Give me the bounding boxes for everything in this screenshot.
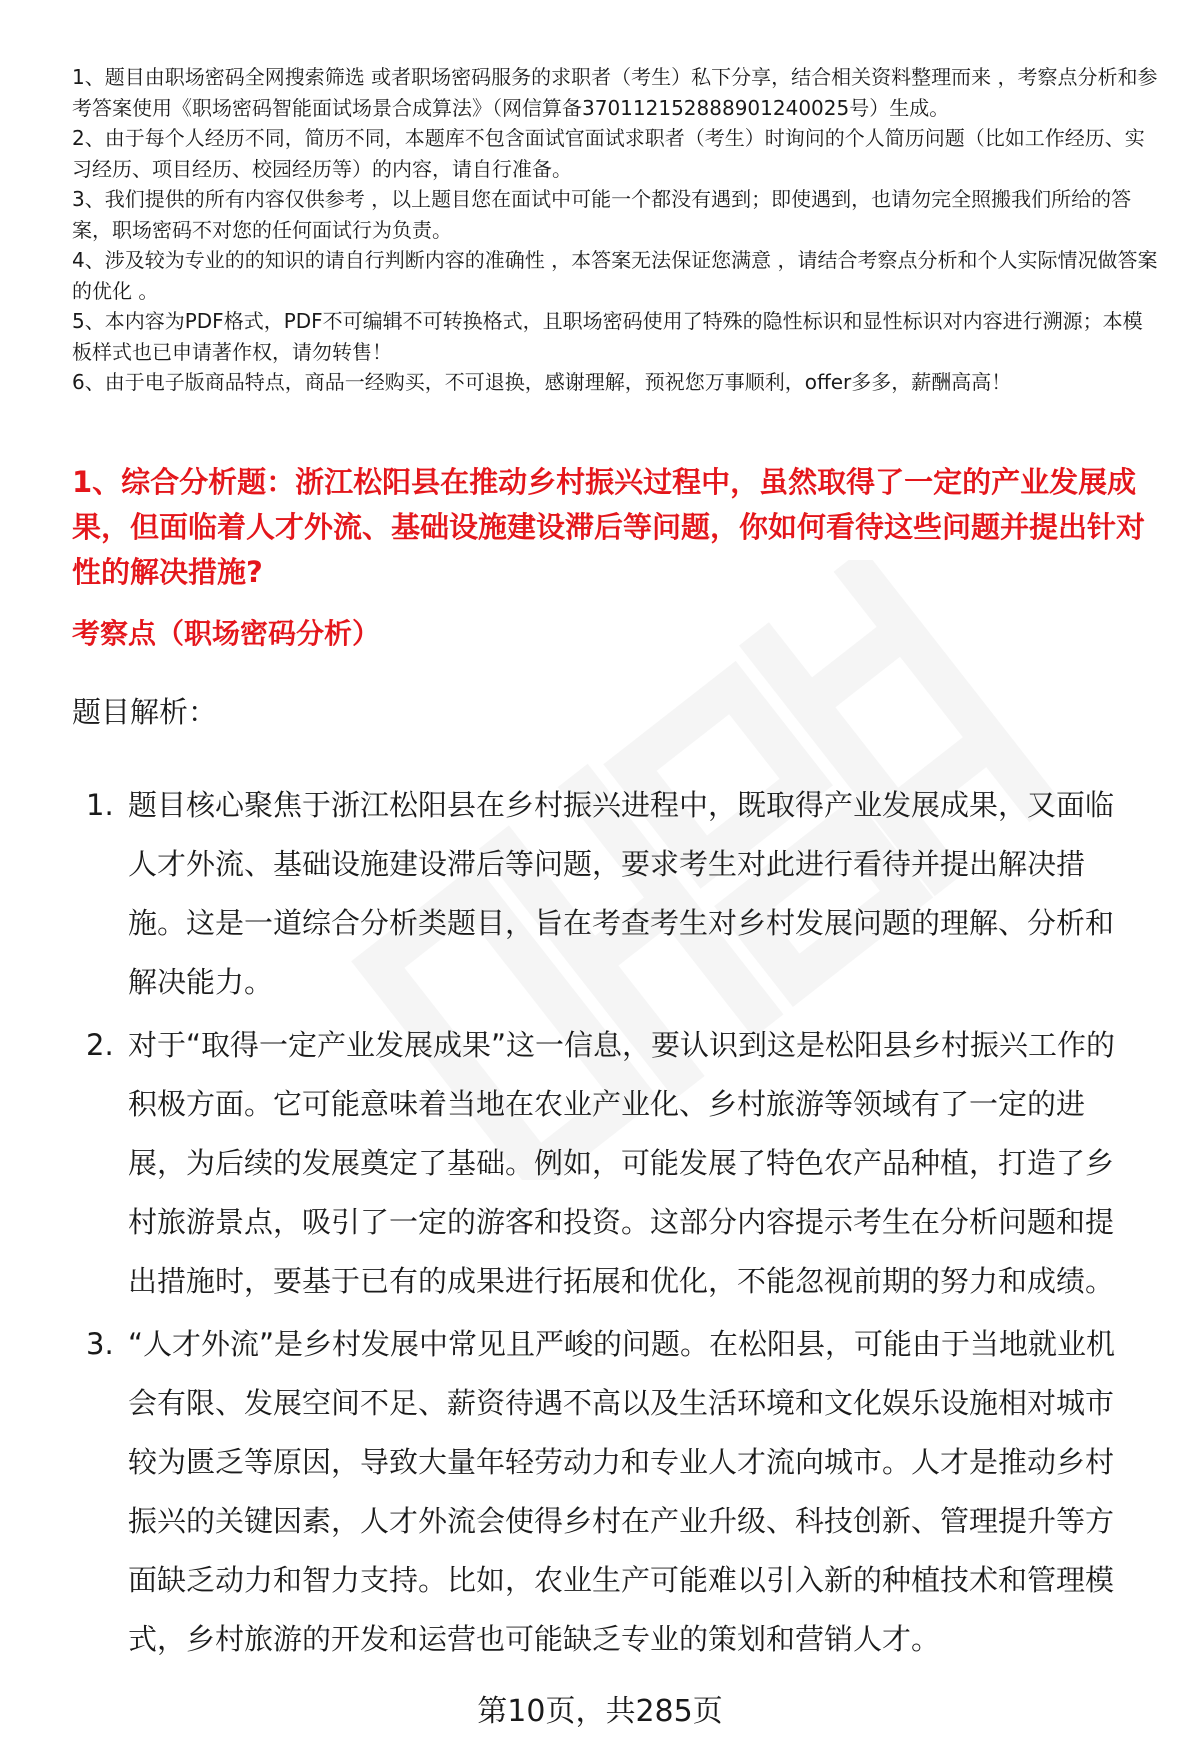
section-title: 考察点（职场密码分析）	[72, 617, 381, 650]
note-1: 1、题目由职场密码全网搜索筛选 或者职场密码服务的求职者（考生）私下分享，结合相关资料整理而来 ，考察点分析和参考答案使用《职场密码智能面试场景合成算法》（网信算备370112152888901240025号）生成。	[72, 65, 1158, 120]
note-2: 2、由于每个人经历不同，简历不同，本题库不包含面试官面试求职者（考生）时询问的个人简历问题（比如工作经历、实习经历、项目经历、校园经历等）的内容，请自行准备。	[72, 126, 1145, 181]
note-5: 5、本内容为PDF格式，PDF不可编辑不可转换格式，且职场密码使用了特殊的隐性标识和显性标识对内容进行溯源；本模板样式也已申请著作权，请勿转售！	[72, 309, 1143, 364]
list-item	[72, 1016, 1142, 1311]
disclaimer-notes	[72, 62, 1162, 398]
list-item-text: 对于“取得一定产业发展成果”这一信息，要认识到这是松阳县乡村振兴工作的积极方面。它可能意味着当地在农业产业化、乡村旅游等领域有了一定的进展，为后续的发展奠定了基础。例如，可能发展了特色农产品种植，打造了乡村旅游景点，吸引了一定的游客和投资。这部分内容提示考生在分析问题和提出措施时，要基于已有的成果进行拓展和优化，不能忽视前期的努力和成绩。	[128, 1028, 1116, 1298]
analysis-list	[72, 776, 1142, 1673]
question-heading: 1、综合分析题：浙江松阳县在推动乡村振兴过程中，虽然取得了一定的产业发展成果，但面临着人才外流、基础设施建设滞后等问题，你如何看待这些问题并提出针对性的解决措施?	[72, 465, 1146, 589]
list-item-text: 题目核心聚焦于浙江松阳县在乡村振兴进程中，既取得产业发展成果，又面临人才外流、基础设施建设滞后等问题，要求考生对此进行看待并提出解决措施。这是一道综合分析类题目，旨在考查考生对乡村发展问题的理解、分析和解决能力。	[128, 788, 1115, 999]
list-item-text: “人才外流”是乡村发展中常见且严峻的问题。在松阳县，可能由于当地就业机会有限、发展空间不足、薪资待遇不高以及生活环境和文化娱乐设施相对城市较为匮乏等原因，导致大量年轻劳动力和专业人才流向城市。人才是推动乡村振兴的关键因素，人才外流会使得乡村在产业升级、科技创新、管理提升等方面缺乏动力和智力支持。比如，农业生产可能难以引入新的种植技术和管理模式，乡村旅游的开发和运营也可能缺乏专业的策划和营销人才。	[128, 1327, 1116, 1656]
list-item-number: 2.	[86, 1028, 114, 1062]
analysis-label: 题目解析：	[72, 695, 218, 729]
page-number: 第10页，共285页	[477, 1694, 723, 1729]
list-item-number: 3.	[86, 1327, 114, 1361]
note-6: 6、由于电子版商品特点，商品一经购买，不可退换，感谢理解，预祝您万事顺利，offer多多，薪酬高高！	[72, 370, 1012, 394]
note-4: 4、涉及较为专业的的知识的请自行判断内容的准确性 ，本答案无法保证您满意 ，请结合考察点分析和个人实际情况做答案的优化 。	[72, 248, 1158, 303]
list-item	[72, 776, 1142, 1012]
list-item	[72, 1315, 1142, 1669]
list-item-number: 1.	[86, 788, 114, 822]
note-3: 3、我们提供的所有内容仅供参考 ，以上题目您在面试中可能一个都没有遇到；即使遇到，也请勿完全照搬我们所给的答案，职场密码不对您的任何面试行为负责。	[72, 187, 1132, 242]
